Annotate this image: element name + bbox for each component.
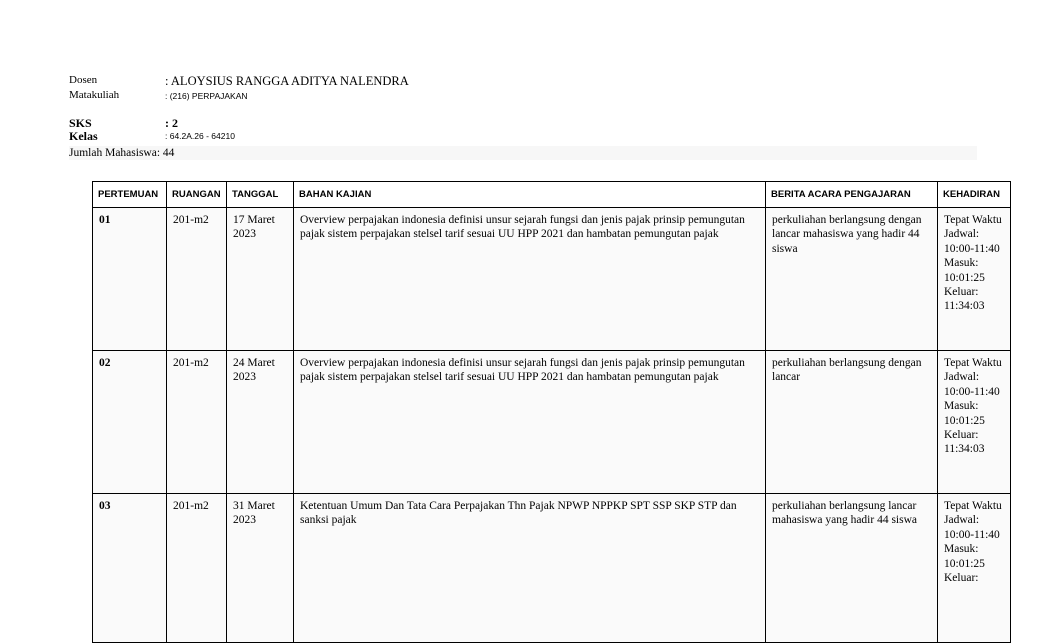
cell-kehadiran: Tepat Waktu Jadwal: 10:00-11:40 Masuk: 10:01:25 Keluar: — [938, 494, 1011, 643]
sks-label: SKS — [69, 116, 92, 130]
cell-berita-acara: perkuliahan berlangsung dengan lancar mahasiswa yang hadir 44 siswa — [766, 208, 938, 351]
cell-ruangan: 201-m2 — [167, 494, 227, 643]
cell-bahan-kajian: Ketentuan Umum Dan Tata Cara Perpajakan Thn Pajak NPWP NPPKP SPT SSP SKP STP dan sanksi pajak — [294, 494, 766, 643]
cell-kehadiran: Tepat Waktu Jadwal: 10:00-11:40 Masuk: 10:01:25 Keluar: 11:34:03 — [938, 351, 1011, 494]
cell-pertemuan: 02 — [93, 351, 167, 494]
cell-kehadiran: Tepat Waktu Jadwal: 10:00-11:40 Masuk: 10:01:25 Keluar: 11:34:03 — [938, 208, 1011, 351]
cell-tanggal: 31 Maret 2023 — [227, 494, 294, 643]
cell-pertemuan: 03 — [93, 494, 167, 643]
kelas-label: Kelas — [69, 129, 98, 143]
cell-berita-acara: perkuliahan berlangsung lancar mahasiswa yang hadir 44 siswa — [766, 494, 938, 643]
sks-value: : 2 — [165, 116, 178, 130]
col-header-ruangan: RUANGAN — [167, 182, 227, 208]
cell-bahan-kajian: Overview perpajakan indonesia definisi unsur sejarah fungsi dan jenis pajak prinsip pemungutan pajak sistem perpajakan stelsel tarif sesuai UU HPP 2021 dan hambatan pemungutan pajak — [294, 208, 766, 351]
col-header-pertemuan: PERTEMUAN — [93, 182, 167, 208]
jumlah-mahasiswa: Jumlah Mahasiswa: 44 — [69, 146, 977, 160]
cell-berita-acara: perkuliahan berlangsung dengan lancar — [766, 351, 938, 494]
dosen-label: Dosen — [69, 74, 98, 86]
cell-bahan-kajian: Overview perpajakan indonesia definisi unsur sejarah fungsi dan jenis pajak prinsip pemungutan pajak sistem perpajakan stelsel tarif sesuai UU HPP 2021 dan hambatan pemungutan pajak — [294, 351, 766, 494]
dosen-value: : ALOYSIUS RANGGA ADITYA NALENDRA — [165, 74, 409, 88]
table-row — [93, 351, 1011, 494]
col-header-kehadiran: KEHADIRAN — [938, 182, 1011, 208]
col-header-berita-acara: BERITA ACARA PENGAJARAN — [766, 182, 938, 208]
cell-ruangan: 201-m2 — [167, 208, 227, 351]
kelas-value: : 64.2A.26 - 64210 — [165, 131, 235, 141]
col-header-bahan-kajian: BAHAN KAJIAN — [294, 182, 766, 208]
col-header-tanggal: TANGGAL — [227, 182, 294, 208]
table-header-row — [93, 182, 1011, 208]
cell-pertemuan: 01 — [93, 208, 167, 351]
matakuliah-label: Matakuliah — [69, 89, 120, 101]
table-row — [93, 494, 1011, 643]
table-row — [93, 208, 1011, 351]
matakuliah-value: : (216) PERPAJAKAN — [165, 91, 248, 101]
cell-ruangan: 201-m2 — [167, 351, 227, 494]
cell-tanggal: 17 Maret 2023 — [227, 208, 294, 351]
cell-tanggal: 24 Maret 2023 — [227, 351, 294, 494]
attendance-table — [92, 181, 1011, 643]
